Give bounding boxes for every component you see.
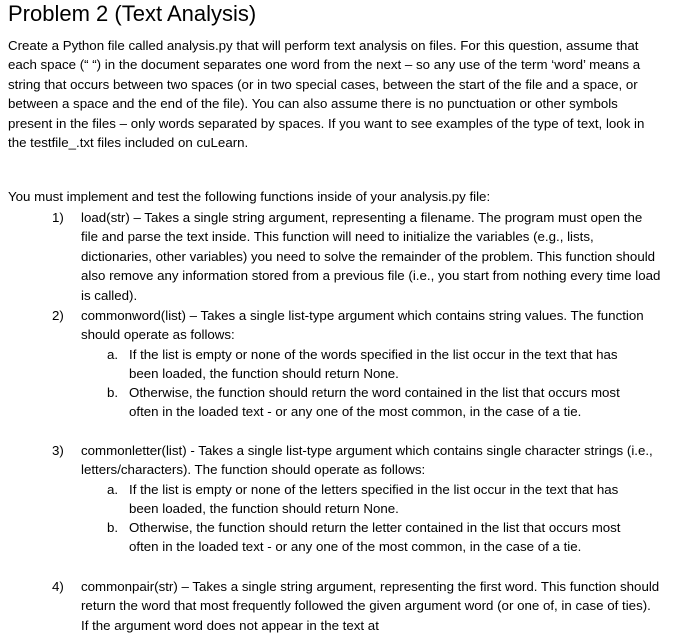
list-item-text: commonletter(list) - Takes a single list-type argument which contains single character strings (i.e., letters/characters). The function should operate as follows: — [81, 443, 653, 478]
problem-title: Problem 2 (Text Analysis) — [8, 1, 257, 26]
list-item-number: 4) — [52, 579, 64, 594]
sub-list-item-letter: b. — [107, 385, 119, 400]
list-item-text: commonpair(str) – Takes a single string argument, representing the first word. This function should return the word that most frequently followed the given argument word (or one of, in case of ties). If the argument word does not appear in the text at — [81, 579, 660, 633]
sub-list-item-text: If the list is empty or none of the words specified in the list occur in the text that has been loaded, the function should return None. — [129, 347, 618, 382]
list-item-text: load(str) – Takes a single string argument, representing a filename. The program must open the file and parse the text inside. This function will need to initialize the variables (e.g., lists, dictionaries, other variables) you need to solve the remainder of the problem. This function should also remove any information stored from a previous file (i.e., you start from nothing every time load is called). — [81, 210, 661, 303]
list-item-number: 1) — [52, 210, 64, 225]
sub-list-item-letter: b. — [107, 520, 119, 535]
intro-paragraph: Create a Python file called analysis.py that will perform text analysis on files. For this question, assume that each space (“ “) in the document separates one word from the next – so any use of the term ‘word’ means a string that occurs between two spaces (or in two special cases, between the start of the file and a space, or between a space and the end of the file). You can also assume there is no punctuation or other symbols present in the files – only words separated by spaces. If you want to see examples of the type of text, look in the testfile_.txt files included on cuLearn. — [8, 38, 645, 151]
sub-list-item-letter: a. — [107, 347, 119, 362]
list-item-number: 3) — [52, 443, 64, 458]
list-item-text: commonword(list) – Takes a single list-type argument which contains string values. The function should operate as follows: — [81, 308, 644, 343]
lead-paragraph: You must implement and test the following functions inside of your analysis.py file: — [8, 189, 491, 204]
list-item-number: 2) — [52, 308, 64, 323]
sub-list-item-text: If the list is empty or none of the letters specified in the list occur in the text that has been loaded, the function should return None. — [129, 482, 619, 517]
sub-list-item-text: Otherwise, the function should return the word contained in the list that occurs most often in the loaded text - or any one of the most common, in the case of a tie. — [129, 385, 620, 420]
sub-list-item-text: Otherwise, the function should return the letter contained in the list that occurs most often in the loaded text - or any one of the most common, in the case of a tie. — [129, 520, 621, 555]
sub-list-item-letter: a. — [107, 482, 119, 497]
